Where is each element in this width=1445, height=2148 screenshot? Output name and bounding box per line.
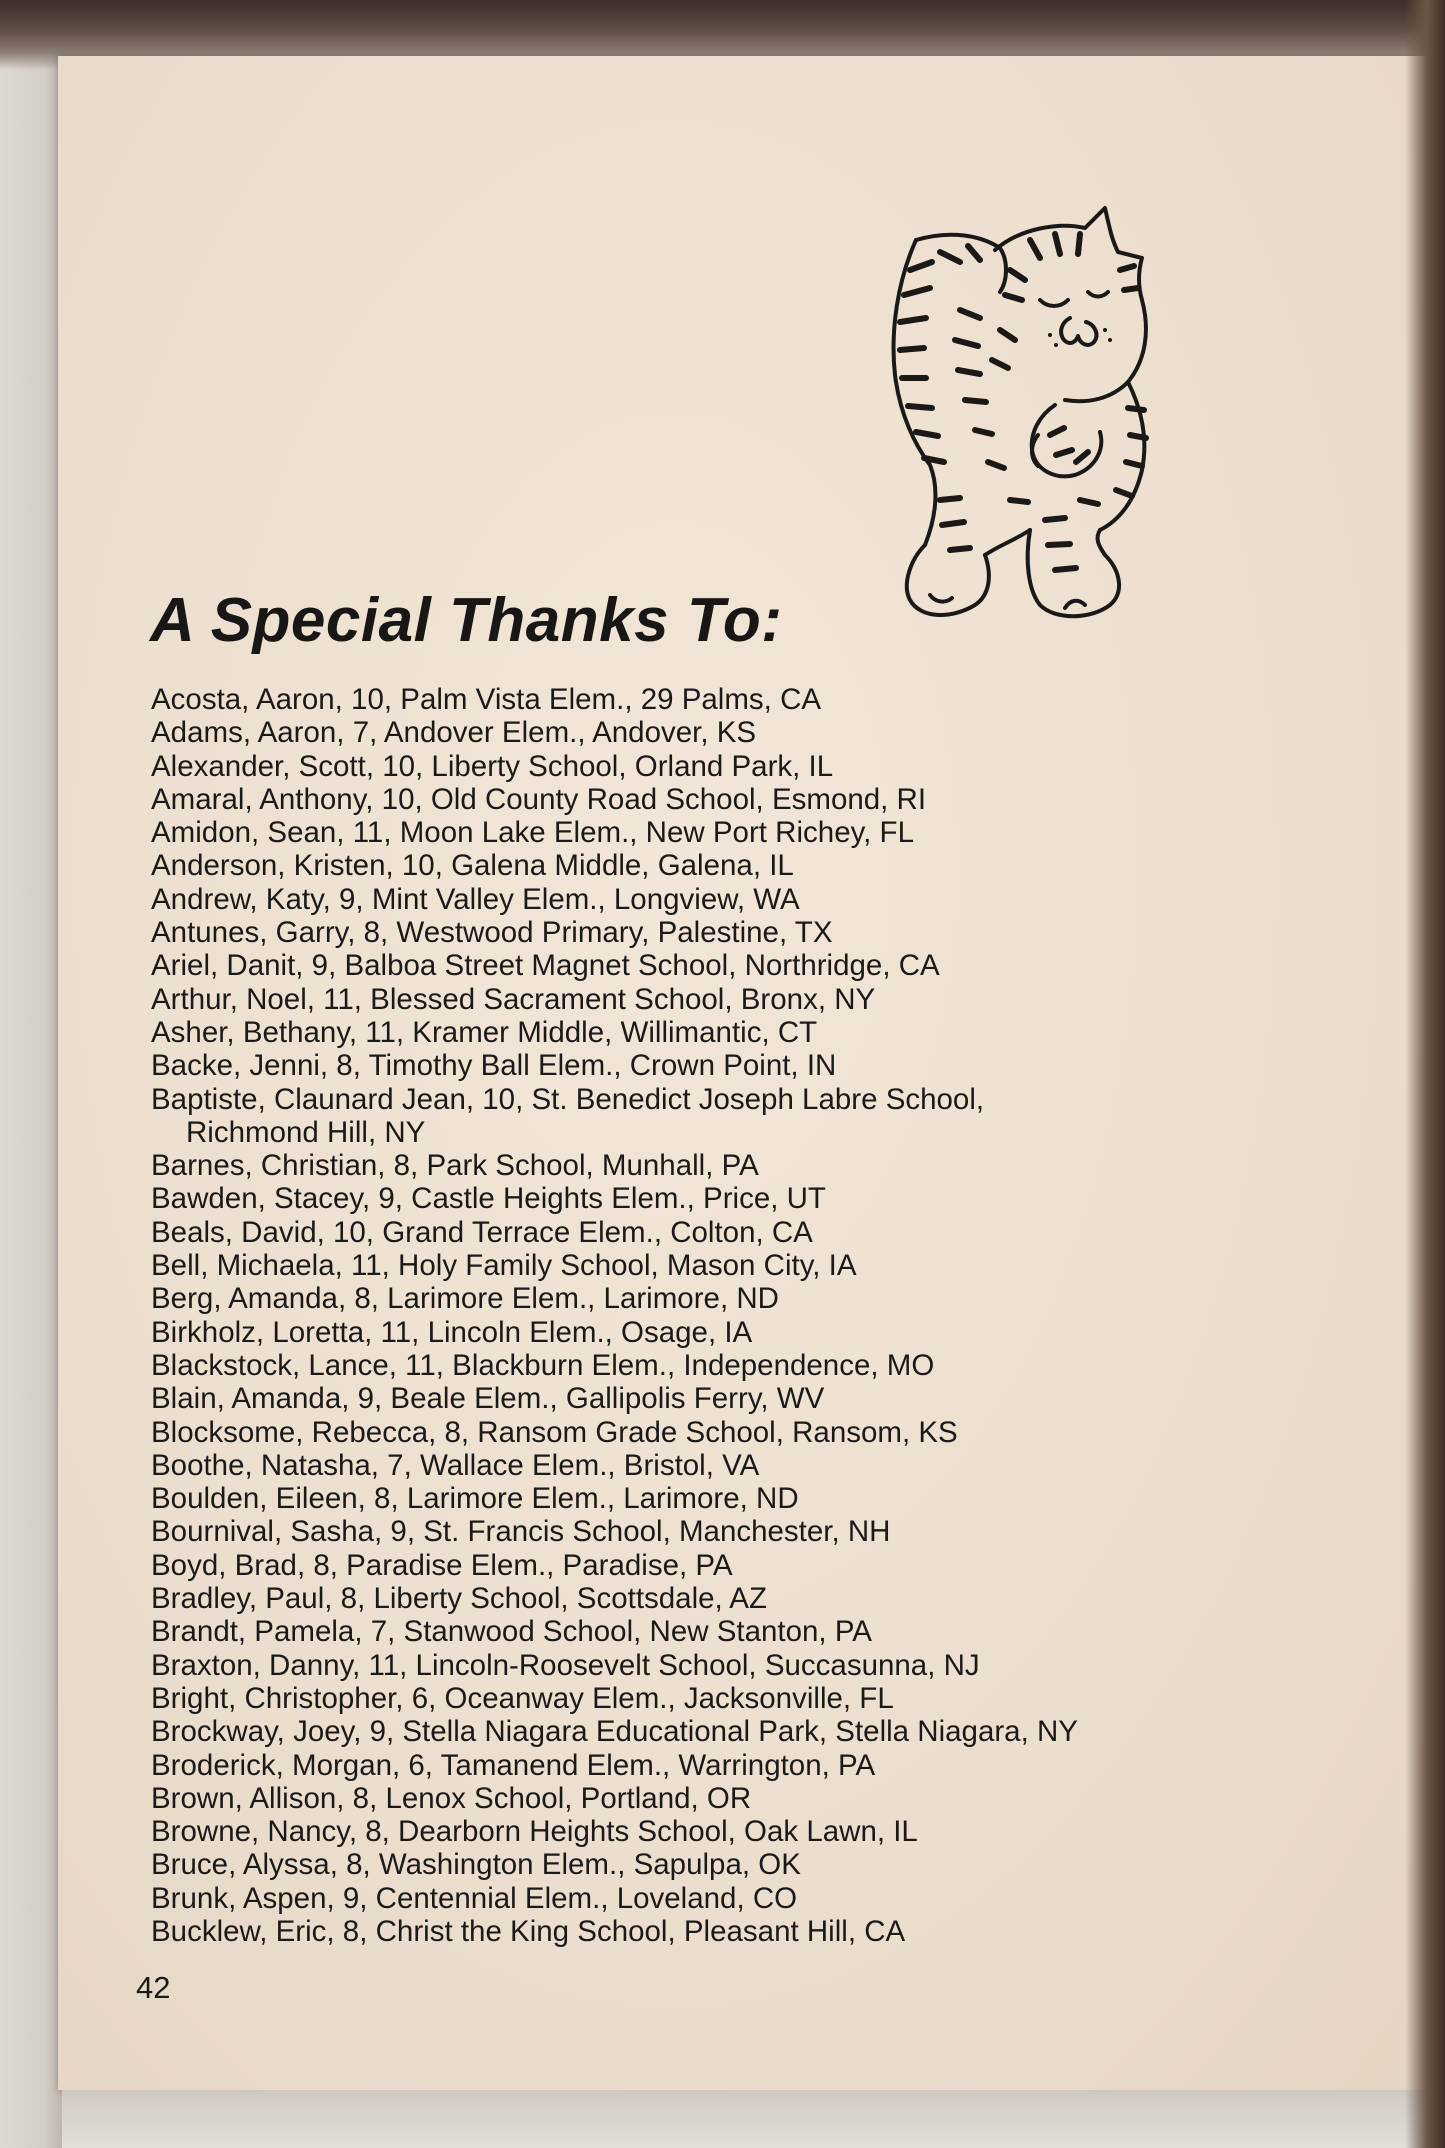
- list-item: [151, 1316, 1331, 1349]
- list-item: [151, 750, 1331, 783]
- list-item: [151, 916, 1331, 949]
- background-surface: [0, 0, 62, 2148]
- list-item: [151, 1848, 1331, 1881]
- entry-text: Bucklew, Eric, 8, Christ the King School, Pleasant Hill, CA: [151, 1914, 906, 1948]
- entry-text: Alexander, Scott, 10, Liberty School, Orland Park, IL: [151, 749, 834, 783]
- thanks-list: [151, 683, 1331, 1948]
- list-item: [151, 1749, 1331, 1782]
- entry-text-continued: Richmond Hill, NY: [186, 1115, 426, 1149]
- entry-text: Blackstock, Lance, 11, Blackburn Elem., Independence, MO: [151, 1348, 935, 1382]
- striped-cat-icon: [880, 200, 1240, 660]
- entry-text: Bell, Michaela, 11, Holy Family School, Mason City, IA: [151, 1249, 857, 1283]
- list-item: [151, 816, 1331, 849]
- entry-text: Boyd, Brad, 8, Paradise Elem., Paradise, PA: [151, 1548, 733, 1582]
- entry-text: Broderick, Morgan, 6, Tamanend Elem., Warrington, PA: [151, 1748, 876, 1782]
- list-item: [151, 1582, 1331, 1615]
- list-item: [151, 1282, 1331, 1315]
- entry-text: Boothe, Natasha, 7, Wallace Elem., Bristol, VA: [151, 1448, 760, 1482]
- entry-text: Brandt, Pamela, 7, Stanwood School, New Stanton, PA: [151, 1615, 872, 1649]
- entry-text: Brunk, Aspen, 9, Centennial Elem., Loveland, CO: [151, 1881, 798, 1915]
- entry-text: Birkholz, Loretta, 11, Lincoln Elem., Osage, IA: [151, 1315, 753, 1349]
- entry-text: Berg, Amanda, 8, Larimore Elem., Larimore, ND: [151, 1282, 779, 1316]
- entry-text: Beals, David, 10, Grand Terrace Elem., Colton, CA: [151, 1215, 813, 1249]
- list-item: [151, 1782, 1331, 1815]
- list-item: [151, 1182, 1331, 1215]
- entry-text: Ariel, Danit, 9, Balboa Street Magnet School, Northridge, CA: [151, 949, 940, 983]
- list-item: [151, 1515, 1331, 1548]
- entry-text: Acosta, Aaron, 10, Palm Vista Elem., 29 Palms, CA: [151, 683, 822, 716]
- entry-text: Andrew, Katy, 9, Mint Valley Elem., Longview, WA: [151, 882, 800, 916]
- entry-text: Blocksome, Rebecca, 8, Ransom Grade School, Ransom, KS: [151, 1415, 958, 1449]
- entry-text: Browne, Nancy, 8, Dearborn Heights School, Oak Lawn, IL: [151, 1815, 918, 1849]
- entry-text: Bradley, Paul, 8, Liberty School, Scottsdale, AZ: [151, 1582, 767, 1616]
- list-item: [151, 1682, 1331, 1715]
- entry-text: Antunes, Garry, 8, Westwood Primary, Palestine, TX: [151, 916, 833, 950]
- entry-text: Baptiste, Claunard Jean, 10, St. Benedict Joseph Labre School,: [151, 1082, 985, 1116]
- list-item: [151, 1815, 1331, 1848]
- page-heading: A Special Thanks To:: [150, 586, 783, 655]
- entry-text: Amidon, Sean, 11, Moon Lake Elem., New Port Richey, FL: [151, 816, 914, 850]
- entry-text: Bournival, Sasha, 9, St. Francis School, Manchester, NH: [151, 1515, 891, 1549]
- entry-text: Brockway, Joey, 9, Stella Niagara Educational Park, Stella Niagara, NY: [151, 1715, 1078, 1749]
- list-item: [151, 1216, 1331, 1249]
- book-spine-shadow: [1405, 0, 1445, 2148]
- list-item: [151, 1416, 1331, 1449]
- list-item: [151, 1349, 1331, 1382]
- entry-text: Adams, Aaron, 7, Andover Elem., Andover, KS: [151, 716, 757, 750]
- list-item: [151, 1715, 1331, 1748]
- list-item: [151, 1149, 1331, 1182]
- list-item: [151, 983, 1331, 1016]
- entry-text: Brown, Allison, 8, Lenox School, Portland, OR: [151, 1781, 752, 1815]
- list-item: [151, 1915, 1331, 1948]
- list-item: [151, 1249, 1331, 1282]
- entry-text: Bright, Christopher, 6, Oceanway Elem., Jacksonville, FL: [151, 1681, 894, 1715]
- background-surface-bottom: [62, 2090, 1442, 2148]
- list-item: [151, 849, 1331, 882]
- page-number: 42: [136, 1970, 171, 2005]
- list-item: [151, 1449, 1331, 1482]
- list-item: [151, 1549, 1331, 1582]
- list-item: [151, 949, 1331, 982]
- list-item: [151, 1615, 1331, 1648]
- list-item: [151, 783, 1331, 816]
- entry-text: Backe, Jenni, 8, Timothy Ball Elem., Crown Point, IN: [151, 1049, 837, 1083]
- list-item: [151, 716, 1331, 749]
- entry-text: Asher, Bethany, 11, Kramer Middle, Willimantic, CT: [151, 1015, 818, 1049]
- list-item: [151, 883, 1331, 916]
- list-item: [151, 1482, 1331, 1515]
- list-item: [151, 1649, 1331, 1682]
- entry-text: Bawden, Stacey, 9, Castle Heights Elem., Price, UT: [151, 1182, 826, 1216]
- entry-text: Braxton, Danny, 11, Lincoln-Roosevelt School, Succasunna, NJ: [151, 1648, 980, 1682]
- list-item: [151, 1882, 1331, 1915]
- entry-text: Bruce, Alyssa, 8, Washington Elem., Sapulpa, OK: [151, 1848, 801, 1882]
- entry-text: Barnes, Christian, 8, Park School, Munhall, PA: [151, 1149, 759, 1183]
- list-item: [151, 1083, 1331, 1150]
- entry-text: Boulden, Eileen, 8, Larimore Elem., Larimore, ND: [151, 1482, 799, 1516]
- list-item: [151, 683, 1331, 716]
- list-item: [151, 1016, 1331, 1049]
- entry-text: Arthur, Noel, 11, Blessed Sacrament School, Bronx, NY: [151, 982, 876, 1016]
- list-item: [151, 1049, 1331, 1082]
- list-item: [151, 1382, 1331, 1415]
- entry-text: Blain, Amanda, 9, Beale Elem., Gallipolis Ferry, WV: [151, 1382, 825, 1416]
- entry-text: Anderson, Kristen, 10, Galena Middle, Galena, IL: [151, 849, 794, 883]
- entry-text: Amaral, Anthony, 10, Old County Road School, Esmond, RI: [151, 782, 927, 816]
